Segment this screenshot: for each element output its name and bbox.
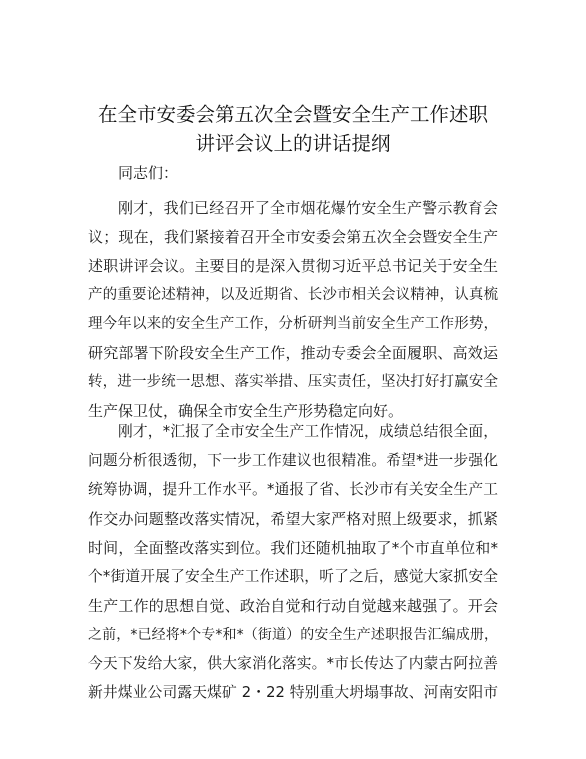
paragraph-2-line: 今天下发给大家，供大家消化落实。*市长传达了内蒙古阿拉善 (88, 655, 498, 672)
paragraph-2-line: 统筹协调，提升工作水平。*通报了省、长沙市有关安全生产工 (88, 481, 498, 498)
paragraph-2-line: 个*街道开展了安全生产工作述职，听了之后，感觉大家抓安全 (88, 568, 498, 585)
paragraph-1-line: 产的重要论述精神，以及近期省、长沙市相关会议精神，认真梳 (88, 287, 498, 303)
paragraph-2-line: 之前，*已经将*个专*和*（街道）的安全生产述职报告汇编成册， (88, 627, 498, 643)
paragraph-1-line: 理今年以来的安全生产工作，分析研判当前安全生产工作形势， (88, 316, 498, 332)
paragraph-2-line: 新井煤业公司露天煤矿 2・22 特别重大坍塌事故、河南安阳市 (88, 684, 498, 701)
paragraph-1-line: 生产保卫仗，确保全市安全生产形势稳定向好。 (88, 402, 404, 420)
paragraph-1-line: 转，进一步统一思想、落实举措、压实责任，坚决打好打赢安全 (88, 374, 498, 390)
paragraph-2-line: 生产工作的思想自觉、政治自觉和行动自觉越来越强了。开会 (88, 597, 498, 615)
paragraph-1-line: 研究部署下阶段安全生产工作，推动专委会全面履职、高效运 (88, 344, 498, 362)
paragraph-2-line: 刚才，*汇报了全市安全生产工作情况，成绩总结很全面， (118, 423, 498, 440)
paragraph-2-line: 问题分析很透彻，下一步工作建议也很精准。希望*进一步强化 (88, 452, 498, 469)
paragraph-1-line: 议；现在，我们紧接着召开全市安委会第五次全会暨安全生产 (88, 228, 498, 246)
salutation: 同志们： (118, 164, 179, 182)
paragraph-2-line: 时间，全面整改落实到位。我们还随机抽取了*个市直单位和* (88, 539, 498, 557)
paragraph-1-line: 刚才，我们已经召开了全市烟花爆竹安全生产警示教育会 (118, 199, 498, 217)
paragraph-1-line: 述职讲评会议。主要目的是深入贯彻习近平总书记关于安全生 (88, 257, 498, 275)
document-title-line-1: 在全市安委会第五次全会暨安全生产工作述职 (97, 103, 488, 126)
paragraph-2-line: 作交办问题整改落实情况，希望大家严格对照上级要求，抓紧 (88, 510, 498, 528)
document-title-line-2: 讲评会议上的讲话提纲 (195, 132, 391, 155)
